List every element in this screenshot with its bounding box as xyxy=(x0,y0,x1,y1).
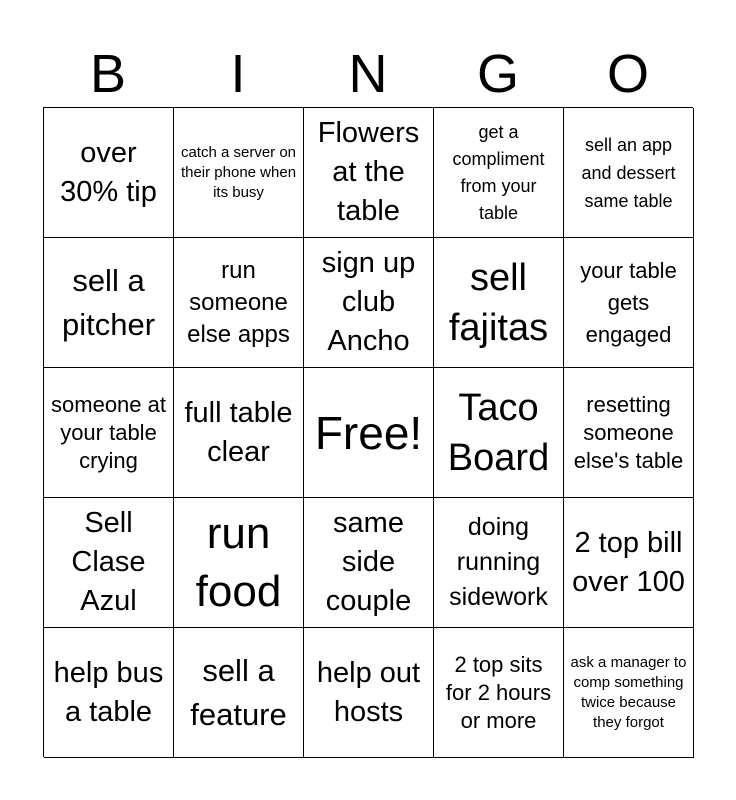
cell-text: Sell Clase Azul xyxy=(71,507,146,617)
bingo-cell[interactable] xyxy=(44,498,174,628)
bingo-cell[interactable] xyxy=(174,628,304,758)
header-letter-b: B xyxy=(89,44,127,104)
cell-text: doing running sidework xyxy=(449,513,548,611)
bingo-cell[interactable] xyxy=(44,628,174,758)
bingo-cell[interactable] xyxy=(564,238,694,368)
bingo-cell[interactable] xyxy=(174,498,304,628)
cell-text: sell a feature xyxy=(190,652,287,732)
cell-text: run someone else apps xyxy=(187,256,290,348)
bingo-cell[interactable] xyxy=(44,368,174,498)
bingo-cell[interactable] xyxy=(44,108,174,238)
bingo-cell[interactable] xyxy=(564,628,694,758)
bingo-cell[interactable] xyxy=(434,628,564,758)
bingo-board xyxy=(43,107,693,757)
cell-text: Flowers at the table xyxy=(317,117,420,227)
cell-text: catch a server on their phone when its busy xyxy=(180,143,297,201)
bingo-header xyxy=(43,40,693,108)
header-letter-o: O xyxy=(606,44,649,104)
cell-text: sell fajitas xyxy=(448,256,549,349)
cell-text: help out hosts xyxy=(316,656,421,728)
bingo-cell[interactable] xyxy=(304,498,434,628)
cell-text: resetting someone else's table xyxy=(573,391,684,473)
cell-text: 2 top bill over 100 xyxy=(572,526,685,598)
cell-text: Taco Board xyxy=(447,386,550,479)
header-letter-i: I xyxy=(230,44,246,104)
bingo-cell[interactable] xyxy=(564,498,694,628)
header-letter-n: N xyxy=(348,44,388,104)
free-space-text: Free! xyxy=(314,406,423,459)
bingo-cell[interactable] xyxy=(174,108,304,238)
cell-text: someone at your table crying xyxy=(51,391,166,473)
cell-text: 2 top sits for 2 hours or more xyxy=(445,651,552,733)
bingo-cell[interactable] xyxy=(434,238,564,368)
cell-text: help bus a table xyxy=(53,656,164,728)
bingo-cell[interactable] xyxy=(564,368,694,498)
bingo-cell[interactable] xyxy=(434,498,564,628)
bingo-cell[interactable] xyxy=(174,368,304,498)
cell-text: run food xyxy=(195,508,282,616)
cell-text: full table clear xyxy=(184,396,293,468)
cell-text: same side couple xyxy=(325,507,412,617)
cell-text: ask a manager to comp something twice because they forgot xyxy=(570,653,687,731)
bingo-cell[interactable] xyxy=(304,628,434,758)
cell-text: sign up club Ancho xyxy=(321,247,416,357)
cell-text: get a compliment from your table xyxy=(452,121,545,223)
cell-text: sell a pitcher xyxy=(61,262,156,342)
bingo-cell[interactable] xyxy=(304,108,434,238)
bingo-cell[interactable] xyxy=(174,238,304,368)
cell-text: sell an app and dessert same table xyxy=(581,134,676,211)
bingo-cell[interactable] xyxy=(304,238,434,368)
cell-text: over 30% tip xyxy=(60,136,157,208)
bingo-cell[interactable] xyxy=(564,108,694,238)
cell-text: your table gets engaged xyxy=(580,257,677,347)
bingo-cell[interactable] xyxy=(434,368,564,498)
bingo-cell[interactable] xyxy=(44,238,174,368)
free-space-cell[interactable] xyxy=(304,368,434,498)
bingo-cell[interactable] xyxy=(434,108,564,238)
header-letter-g: G xyxy=(476,44,519,104)
